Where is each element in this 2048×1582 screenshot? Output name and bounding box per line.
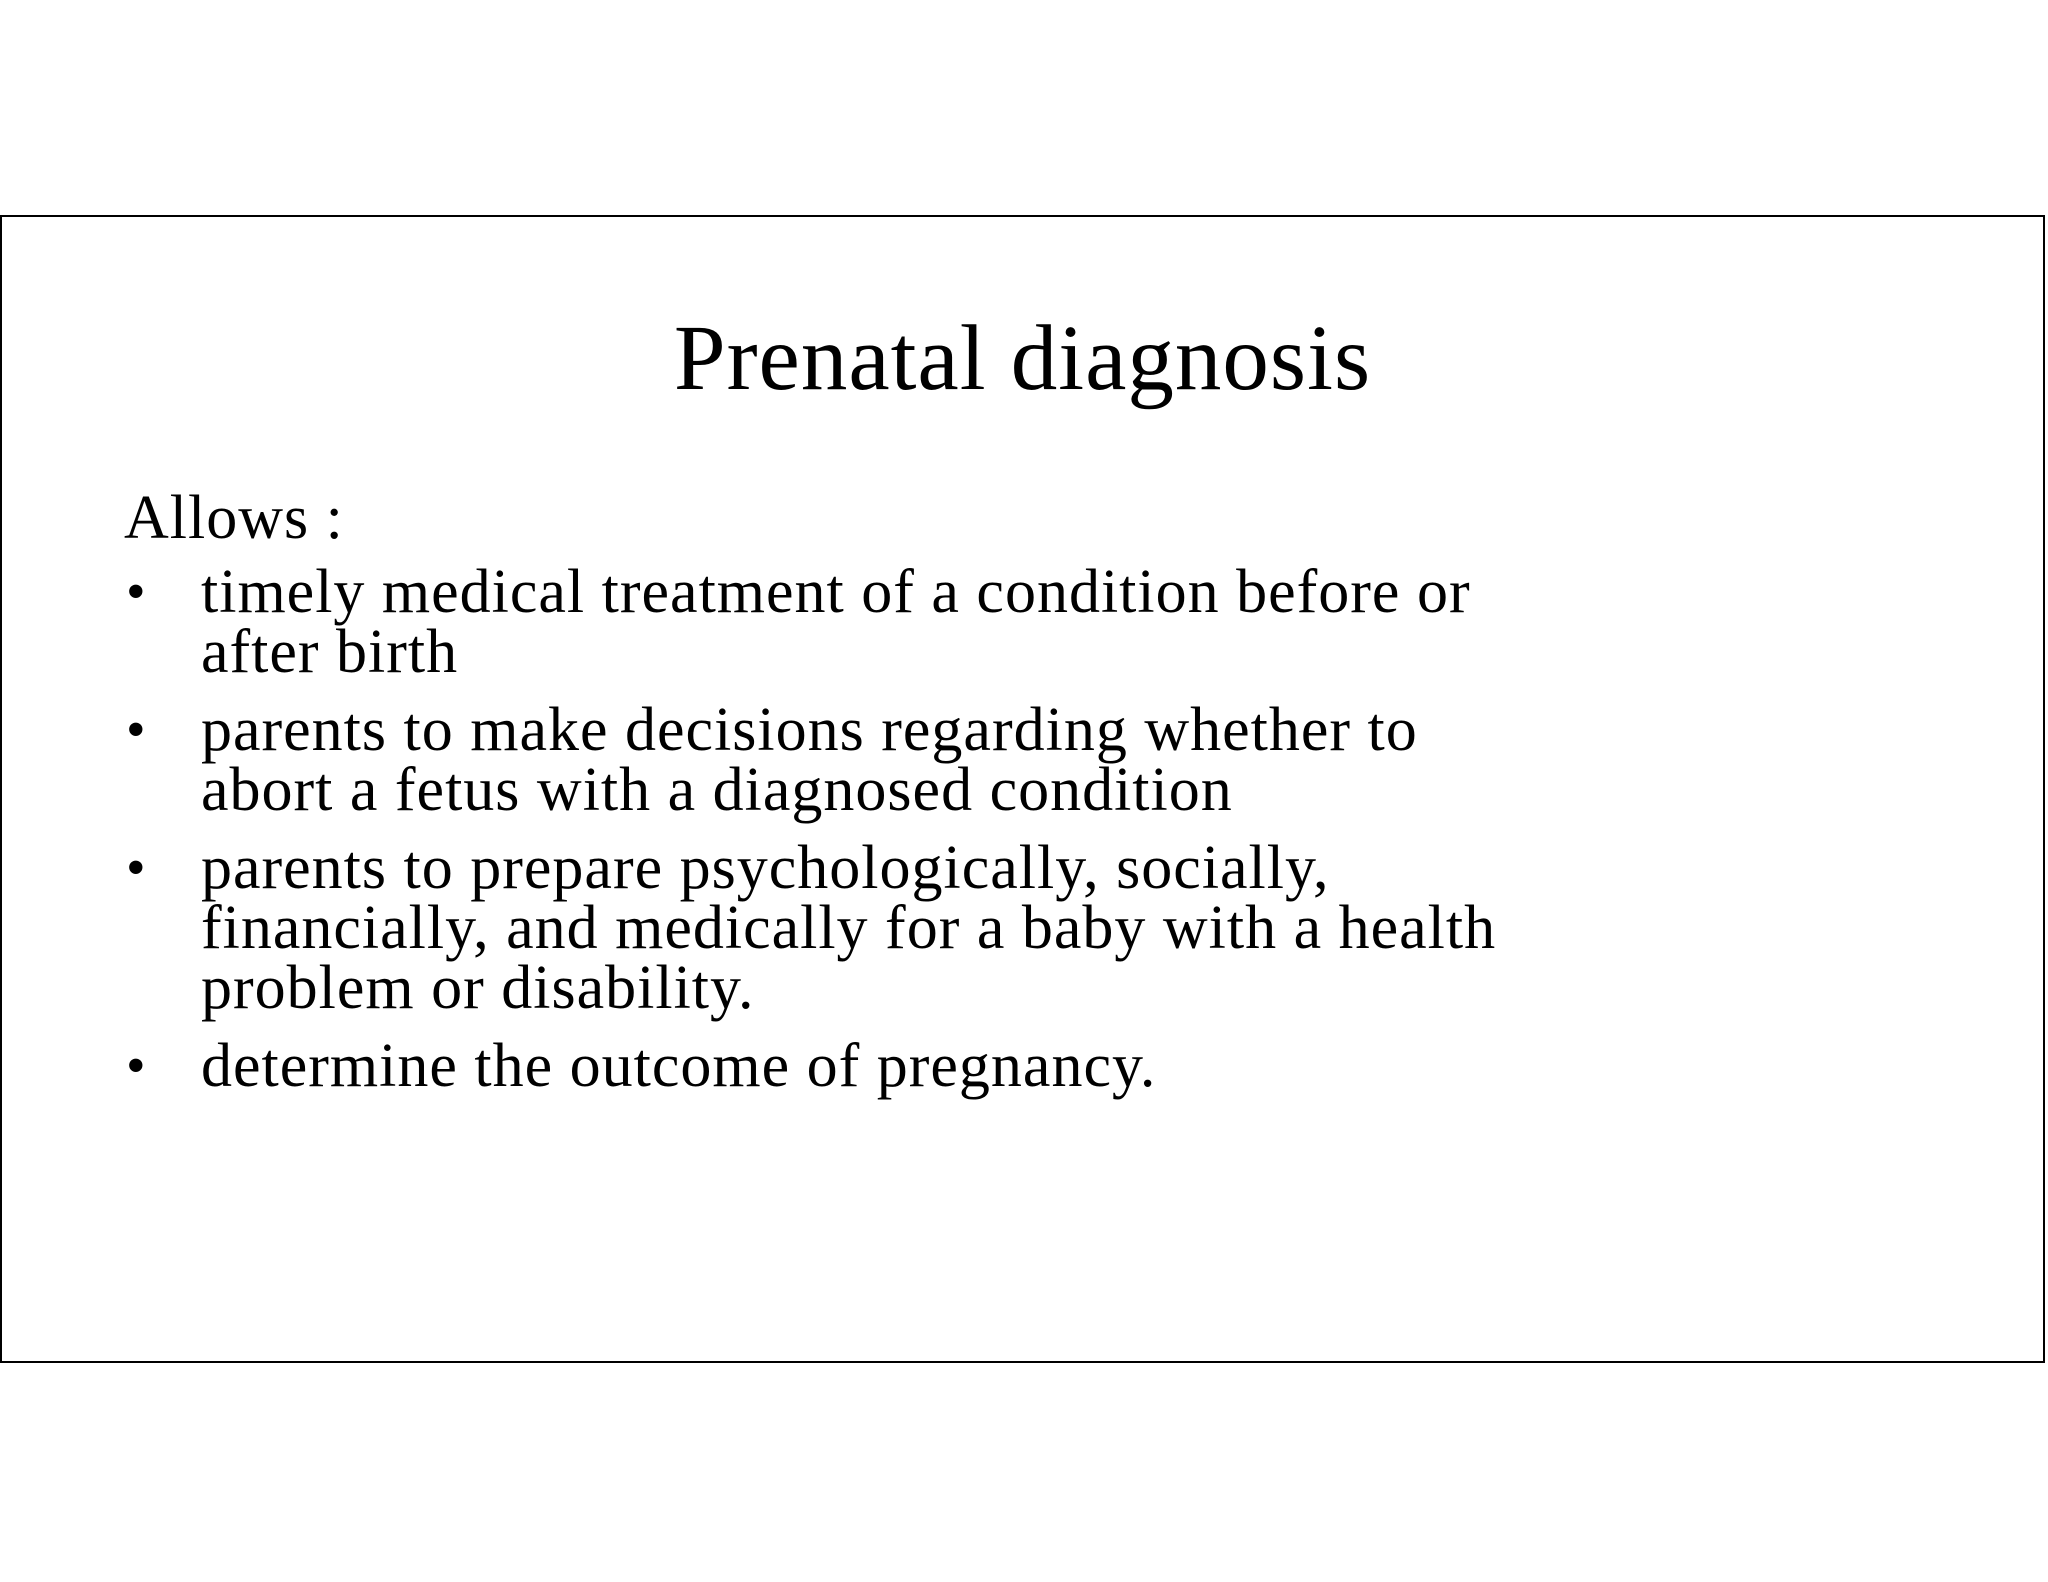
bullet-line: abort a fetus with a diagnosed condition [201, 756, 1233, 824]
bullet-line: parents to prepare psychologically, socially, [201, 834, 1330, 902]
bullet-line: problem or disability. [201, 954, 755, 1022]
lead-text: Allows : [124, 484, 344, 552]
bullet-item [124, 834, 1954, 1022]
bullet-item [124, 558, 1954, 686]
bullet-dot-icon: • [126, 699, 147, 761]
slide-frame [0, 215, 2045, 1363]
bullet-item [124, 696, 1954, 824]
bullet-dot-icon: • [126, 837, 147, 899]
bullet-line: timely medical treatment of a condition before or [201, 558, 1471, 626]
slide-title: Prenatal diagnosis [673, 307, 1372, 410]
bullet-dot-icon: • [126, 1035, 147, 1097]
bullet-line: financially, and medically for a baby with a health [201, 894, 1497, 962]
bullet-list [124, 558, 1954, 1114]
bullet-line: parents to make decisions regarding whether to [201, 696, 1418, 764]
bullet-dot-icon: • [126, 561, 147, 623]
bullet-line: determine the outcome of pregnancy. [201, 1032, 1157, 1100]
bullet-line: after birth [201, 618, 459, 686]
bullet-item [124, 1032, 1954, 1100]
